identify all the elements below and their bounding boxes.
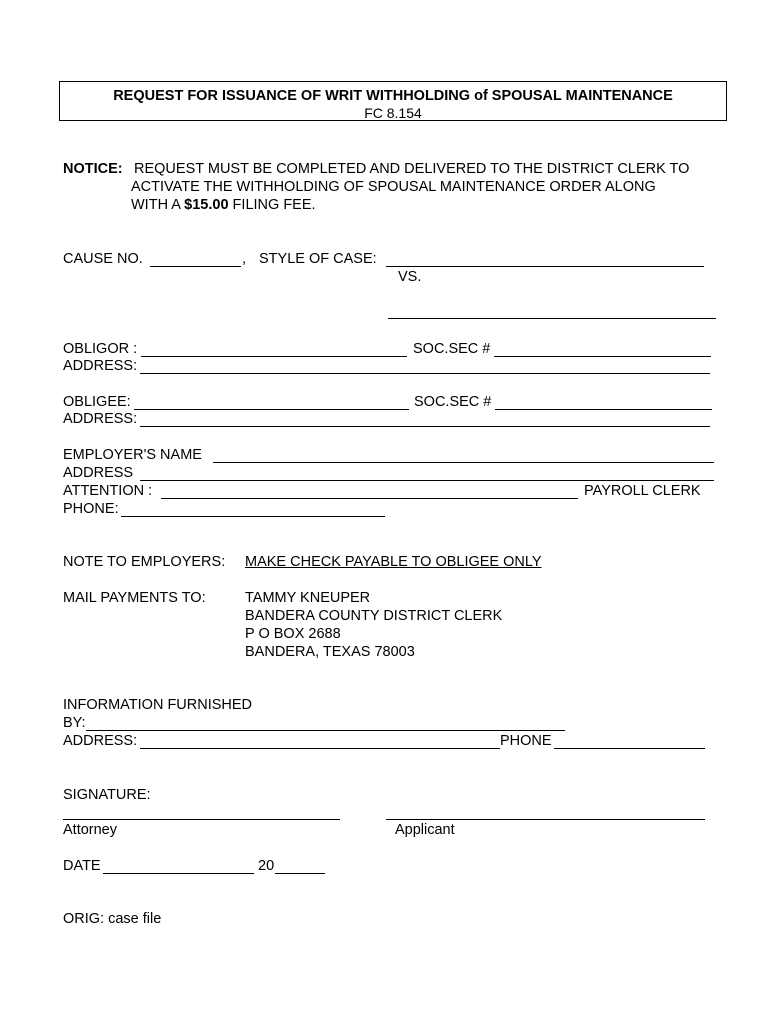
employer-phone-field[interactable] [121,516,385,517]
payroll-clerk-label: PAYROLL CLERK [584,483,701,499]
obligee-ssn-field[interactable] [495,409,712,410]
notice-line-3 [131,197,316,213]
style-of-case-plaintiff-field[interactable] [386,266,704,267]
style-of-case-label: STYLE OF CASE: [259,251,377,267]
applicant-signature-field[interactable] [386,819,705,820]
mail-payments-label: MAIL PAYMENTS TO: [63,590,206,606]
filing-fee: $15.00 [184,197,229,213]
notice-label: NOTICE: [63,161,123,177]
mail-line-4: BANDERA, TEXAS 78003 [245,644,415,660]
date-label: DATE [63,858,101,874]
cause-no-label: CAUSE NO. [63,251,143,267]
mail-line-2: BANDERA COUNTY DISTRICT CLERK [245,608,503,624]
notice-line-3-suffix: FILING FEE. [228,197,316,213]
signature-label: SIGNATURE: [63,787,151,803]
info-phone-label: PHONE [500,733,552,749]
obligee-address-field[interactable] [140,426,710,427]
year-prefix: 20 [258,858,275,874]
obligee-address-label: ADDRESS: [63,411,138,427]
info-address-label: ADDRESS: [63,733,138,749]
attention-label: ATTENTION : [63,483,153,499]
obligor-label: OBLIGOR : [63,341,138,357]
attention-field[interactable] [161,498,578,499]
employer-address-label: ADDRESS [63,465,134,481]
info-furnished-by-label: BY: [63,715,86,731]
employer-phone-label: PHONE: [63,501,119,517]
obligee-ssn-label: SOC.SEC # [414,394,492,410]
employer-name-field[interactable] [213,462,714,463]
style-of-case-defendant-field[interactable] [388,318,716,319]
form-title-box [59,81,727,121]
obligee-label: OBLIGEE: [63,394,131,410]
notice-line-2: ACTIVATE THE WITHHOLDING OF SPOUSAL MAINTENANCE ORDER ALONG [131,179,656,195]
attorney-label: Attorney [63,822,117,838]
obligor-name-field[interactable] [141,356,407,357]
form-code: FC 8.154 [364,105,422,121]
info-furnished-label: INFORMATION FURNISHED [63,697,253,713]
obligor-ssn-label: SOC.SEC # [413,341,491,357]
notice-line-3-prefix: WITH A [131,197,185,213]
info-furnished-by-field[interactable] [86,730,565,731]
form-title: REQUEST FOR ISSUANCE OF WRIT WITHHOLDING of SPOUSAL MAINTENANCE [113,88,673,104]
orig-case-file: ORIG: case file [63,911,162,927]
notice-line-1: REQUEST MUST BE COMPLETED AND DELIVERED TO THE DISTRICT CLERK TO [134,161,690,177]
applicant-label: Applicant [395,822,455,838]
note-to-employers-label: NOTE TO EMPLOYERS: [63,554,226,570]
obligor-address-label: ADDRESS: [63,358,138,374]
obligee-name-field[interactable] [134,409,409,410]
year-field[interactable] [275,873,325,874]
employer-name-label: EMPLOYER'S NAME [63,447,202,463]
employer-address-field[interactable] [140,480,714,481]
cause-no-field[interactable] [150,266,241,267]
obligor-address-field[interactable] [140,373,710,374]
obligor-ssn-field[interactable] [494,356,711,357]
attorney-signature-field[interactable] [63,819,340,820]
mail-line-3: P O BOX 2688 [245,626,341,642]
date-field[interactable] [103,873,254,874]
note-to-employers-text: MAKE CHECK PAYABLE TO OBLIGEE ONLY [245,554,542,570]
info-phone-field[interactable] [554,748,705,749]
cause-comma: , [242,251,247,267]
versus-label: VS. [398,269,422,285]
mail-line-1: TAMMY KNEUPER [245,590,371,606]
info-address-field[interactable] [140,748,500,749]
